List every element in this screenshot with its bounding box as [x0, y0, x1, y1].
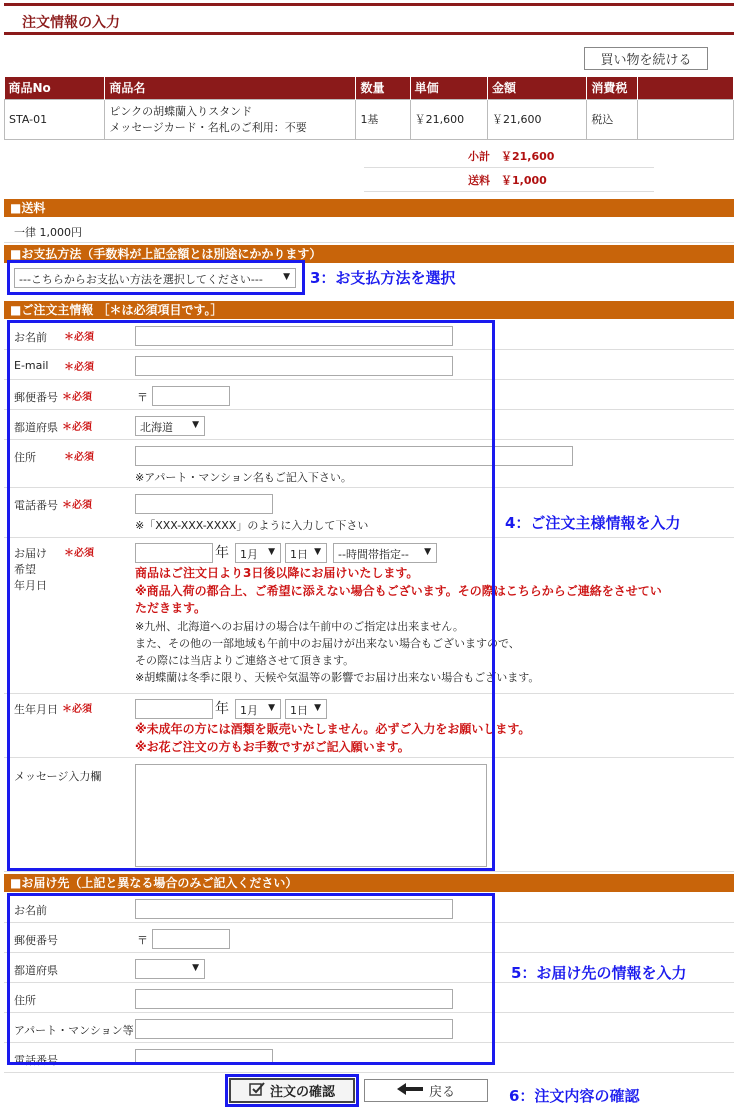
required-mark: ＊必須	[64, 332, 94, 343]
orderer-zip-row	[4, 380, 734, 410]
cell-tax: 税込	[587, 99, 637, 139]
product-name-line1: ピンクの胡蝶蘭入りスタンド	[109, 105, 253, 118]
delivery-zip-row	[4, 923, 734, 953]
orderer-tel-input[interactable]	[135, 494, 273, 514]
shipping-total: 送料 ￥1,000	[364, 170, 654, 192]
back-button[interactable]	[364, 1079, 488, 1102]
delivery-date-label-3: 年月日	[14, 579, 47, 592]
birth-day-value: 1日	[290, 704, 308, 717]
product-name-line2: メッセージカード・名札のご利用：不要	[109, 121, 307, 134]
delivery-pref-label: 都道府県	[14, 964, 58, 977]
orderer-message-row	[4, 758, 734, 872]
chevron-down-icon: ▼	[268, 547, 275, 557]
birth-month-select[interactable]	[235, 699, 281, 719]
checkbox-edit-icon	[249, 1082, 265, 1100]
delivery-tel-input[interactable]	[135, 1049, 273, 1065]
cell-amount: ￥21,600	[487, 99, 586, 139]
delivery-zip-label: 郵便番号	[14, 934, 58, 947]
orderer-name-row	[4, 320, 734, 350]
year-suffix: 年	[215, 545, 229, 561]
arrow-left-icon	[397, 1083, 423, 1099]
tel-note: ※「XXX-XXX-XXXX」のように入力して下さい	[135, 519, 369, 532]
cell-unit-price: ￥21,600	[410, 99, 487, 139]
payment-method-select[interactable]	[14, 268, 296, 288]
birth-month-value: 1月	[240, 704, 258, 717]
birth-day-select[interactable]	[285, 699, 327, 719]
table-row	[5, 99, 734, 139]
header-qty: 数量	[356, 77, 410, 99]
chevron-down-icon: ▼	[314, 547, 321, 557]
delivery-note-3: その際には当店よりご連絡させて頂きます。	[135, 654, 355, 667]
orderer-name-input[interactable]	[135, 326, 453, 346]
delivery-note-2: また、その他の一部地域も午前中のお届けが出来ない場合もございますので、	[135, 637, 520, 650]
orderer-section-header: ■ご注文主情報 ［＊は必須項目です。］	[4, 301, 734, 319]
cart-header-row	[5, 77, 734, 99]
confirm-order-button[interactable]	[229, 1078, 355, 1103]
header-product-name: 商品名	[105, 77, 356, 99]
annotation-step6: 6：注文内容の確認	[509, 1087, 640, 1105]
delivery-apartment-input[interactable]	[135, 1019, 453, 1039]
delivery-note-1: ※九州、北海道へのお届けの場合は午前中のご指定は出来ません。	[135, 620, 464, 633]
required-mark: ＊必須	[62, 704, 92, 715]
delivery-tel-row	[4, 1043, 734, 1073]
delivery-address-row	[4, 983, 734, 1013]
orderer-email-row	[4, 350, 734, 380]
header-amount: 金額	[487, 77, 586, 99]
delivery-red-note-3: ただきます。	[135, 601, 207, 615]
chevron-down-icon: ▼	[424, 547, 431, 557]
delivery-red-note-1: 商品はご注文日より3日後以降にお届けいたします。	[135, 566, 419, 580]
required-mark: ＊必須	[62, 392, 92, 403]
orderer-address-row	[4, 440, 734, 488]
delivery-tel-label: 電話番号	[14, 1054, 58, 1067]
orderer-address-input[interactable]	[135, 446, 573, 466]
delivery-date-label-1: お届け	[14, 547, 47, 560]
cart-table	[4, 77, 734, 140]
orderer-name-label: お名前	[14, 331, 47, 344]
orderer-birth-row	[4, 694, 734, 758]
address-note: ※アパート・マンション名もご記入下さい。	[135, 471, 352, 484]
birth-red-note-1: ※未成年の方には酒類を販売いたしません。必ずご入力をお願いします。	[135, 722, 531, 736]
chevron-down-icon: ▼	[283, 272, 290, 282]
header-unit-price: 単価	[410, 77, 487, 99]
delivery-day-value: 1日	[290, 548, 308, 561]
confirm-order-label: 注文の確認	[269, 1085, 335, 1100]
delivery-day-select[interactable]	[285, 543, 327, 563]
required-mark: ＊必須	[62, 500, 92, 511]
required-mark: ＊必須	[64, 362, 94, 373]
delivery-name-row	[4, 893, 734, 923]
delivery-pref-select[interactable]	[135, 959, 205, 979]
delivery-section-header: ■お届け先（上記と異なる場合のみご記入ください）	[4, 874, 734, 892]
chevron-down-icon: ▼	[192, 420, 199, 430]
delivery-time-select[interactable]	[333, 543, 437, 563]
delivery-month-select[interactable]	[235, 543, 281, 563]
header-product-no: 商品No	[5, 77, 105, 99]
required-mark: ＊必須	[64, 452, 94, 463]
payment-method-value: ---こちらからお支払い方法を選択してください---	[19, 273, 263, 286]
birth-year-input[interactable]	[135, 699, 213, 719]
delivery-name-label: お名前	[14, 904, 47, 917]
page-title: 注文情報の入力	[4, 3, 734, 35]
orderer-tel-label: 電話番号	[14, 499, 58, 512]
zip-prefix: 〒	[137, 391, 148, 404]
required-mark: ＊必須	[64, 548, 94, 559]
orderer-pref-label: 都道府県	[14, 421, 58, 434]
delivery-apartment-row	[4, 1013, 734, 1043]
orderer-address-label: 住所	[14, 451, 36, 464]
shipping-row	[4, 219, 734, 243]
message-label: メッセージ入力欄	[14, 770, 102, 783]
chevron-down-icon: ▼	[192, 963, 199, 973]
cell-product-no: STA-01	[5, 99, 105, 139]
orderer-email-input[interactable]	[135, 356, 453, 376]
orderer-zip-input[interactable]	[152, 386, 230, 406]
delivery-year-input[interactable]	[135, 543, 213, 563]
delivery-address-input[interactable]	[135, 989, 453, 1009]
delivery-note-4: ※胡蝶蘭は冬季に限り、天候や気温等の影響でお届け出来ない場合もございます。	[135, 671, 540, 684]
annotation-step4: 4：ご注文主様情報を入力	[505, 514, 681, 532]
orderer-zip-label: 郵便番号	[14, 391, 58, 404]
orderer-delivery-date-row	[4, 538, 734, 694]
subtotal: 小計 ￥21,600	[364, 146, 654, 168]
header-tax: 消費税	[587, 77, 637, 99]
continue-shopping-button[interactable]: 買い物を続ける	[584, 47, 708, 70]
delivery-address-label: 住所	[14, 994, 36, 1007]
delivery-date-label-2: 希望	[14, 563, 36, 576]
annotation-step3: 3：お支払方法を選択	[310, 269, 456, 287]
delivery-time-value: --時間帯指定--	[338, 548, 409, 561]
orderer-pref-select[interactable]	[135, 416, 205, 436]
shipping-text: 一律 1,000円	[14, 226, 82, 239]
cell-blank	[637, 99, 733, 139]
cell-qty: 1基	[356, 99, 410, 139]
delivery-name-input[interactable]	[135, 899, 453, 919]
zip-prefix: 〒	[137, 934, 148, 947]
delivery-apartment-label: アパート・マンション等	[14, 1024, 134, 1037]
payment-section-header: ■お支払方法（手数料が上記金額とは別途にかかります）	[4, 245, 734, 263]
annotation-step5: 5：お届け先の情報を入力	[511, 964, 687, 982]
back-label: 戻る	[428, 1085, 455, 1100]
delivery-zip-input[interactable]	[152, 929, 230, 949]
required-mark: ＊必須	[62, 422, 92, 433]
year-suffix: 年	[215, 701, 229, 717]
cell-product-name	[105, 99, 356, 139]
birth-date-label: 生年月日	[14, 703, 58, 716]
shipping-section-header: ■送料	[4, 199, 734, 217]
header-blank	[637, 77, 733, 99]
delivery-month-value: 1月	[240, 548, 258, 561]
birth-red-note-2: ※お花ご注文の方もお手数ですがご記入願います。	[135, 740, 410, 754]
chevron-down-icon: ▼	[314, 703, 321, 713]
message-textarea[interactable]	[135, 764, 487, 867]
chevron-down-icon: ▼	[268, 703, 275, 713]
orderer-email-label: E-mail	[14, 359, 49, 372]
orderer-pref-row	[4, 410, 734, 440]
orderer-pref-value: 北海道	[140, 421, 173, 434]
delivery-red-note-2: ※商品入荷の都合上、ご希望に添えない場合もございます。その際はこちらからご連絡をさせてい	[135, 584, 662, 598]
